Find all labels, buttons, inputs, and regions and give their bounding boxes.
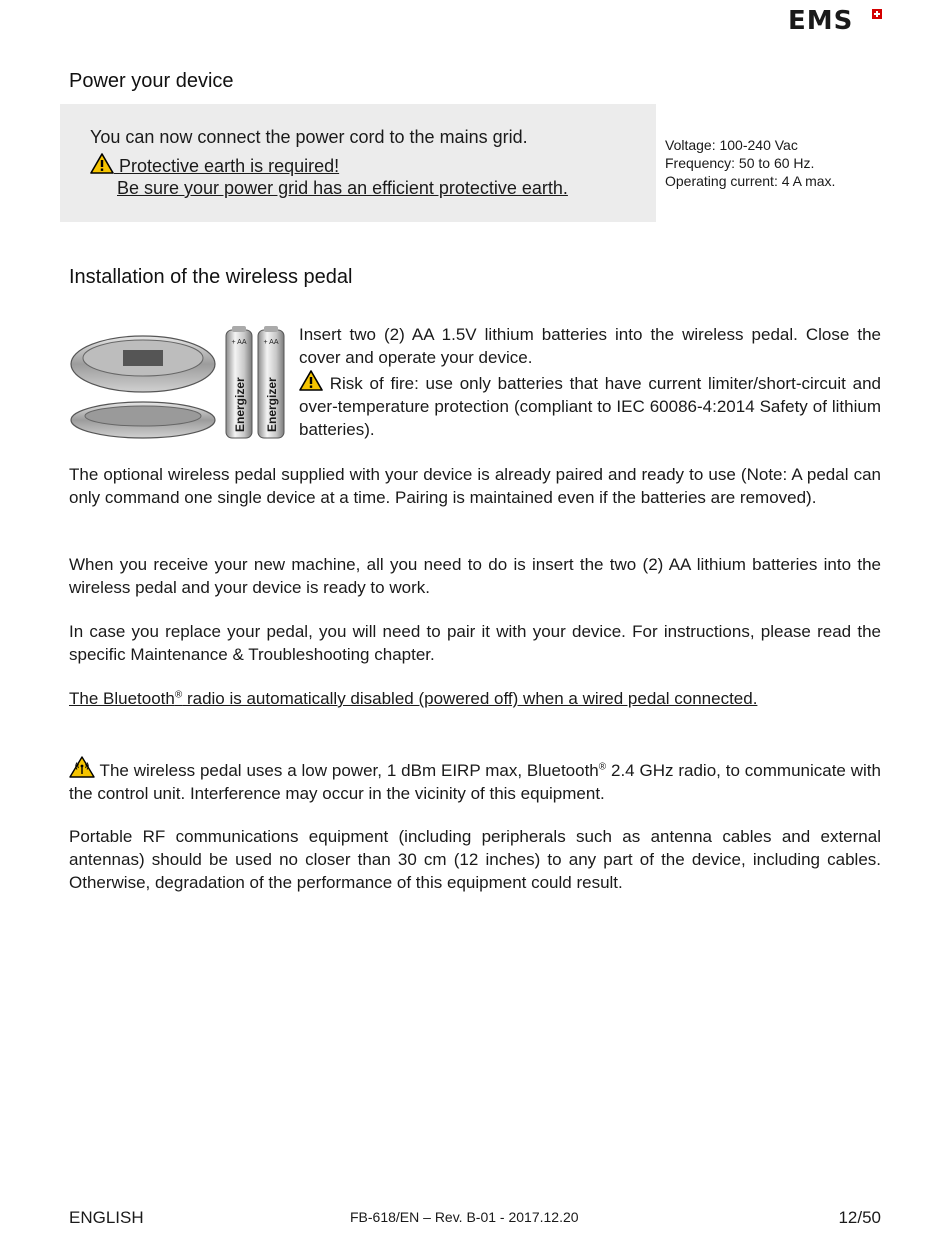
replace-pedal-paragraph: In case you replace your pedal, you will need to pair it with your device. For instructions, please read the specific Maintenance & Troubleshooting chapter. <box>69 622 881 664</box>
footer-language: ENGLISH <box>69 1208 144 1227</box>
battery-left <box>226 326 252 438</box>
spec-frequency: Frequency: 50 to 60 Hz. <box>665 155 815 171</box>
warning-icon <box>299 370 323 391</box>
fire-risk-text: Risk of fire: use only batteries that have current limiter/short-circuit and over-temperature protection (compliant to IEC 60086-4:2014 Safety of lithium batteries). <box>299 374 881 439</box>
install-instruction: Insert two (2) AA 1.5V lithium batteries into the wireless pedal. Close the cover and operate your device. <box>299 325 881 367</box>
radio-warning-icon <box>69 756 95 778</box>
rf-equipment-paragraph: Portable RF communications equipment (including peripherals such as antenna cables and external antennas) should be used no closer than 30 cm (12 inches) to any part of the device, including cables. Otherwise, degradation of the performance of this equipment could result. <box>69 827 881 892</box>
bluetooth-disable-note: The Bluetooth® radio is automatically disabled (powered off) when a wired pedal connected. <box>69 689 758 708</box>
svg-text:+ AA: + AA <box>231 339 247 346</box>
section-heading-install: Installation of the wireless pedal <box>69 266 353 288</box>
protective-earth-warning <box>90 153 339 177</box>
footer-doc-ref: FB-618/EN – Rev. B-01 - 2017.12.20 <box>350 1209 579 1225</box>
power-note-box <box>60 104 656 222</box>
pairing-paragraph: The optional wireless pedal supplied with your device is already paired and ready to use (Note: A pedal can only command one single device at a time. Pairing is maintained even if the batteries are removed). <box>69 465 881 507</box>
svg-text:+ AA: + AA <box>263 339 279 346</box>
battery-right <box>258 326 284 438</box>
logo-text: EMS <box>788 6 854 36</box>
protective-earth-note: Be sure your power grid has an efficient protective earth. <box>117 178 568 198</box>
power-specs <box>665 136 835 190</box>
pedal-batteries-image <box>68 322 290 442</box>
radio-warning-paragraph: The wireless pedal uses a low power, 1 dBm EIRP max, Bluetooth® 2.4 GHz radio, to communicate with the control unit. Interference may occur in the vicinity of this equipment. <box>69 756 881 805</box>
svg-text:Energizer: Energizer <box>233 377 247 432</box>
svg-text:Energizer: Energizer <box>265 377 279 432</box>
new-machine-paragraph: When you receive your new machine, all you need to do is insert the two (2) AA lithium batteries into the wireless pedal and your device is ready to work. <box>69 555 881 597</box>
warning-icon <box>90 153 114 174</box>
ems-logo <box>788 6 853 36</box>
spec-current: Operating current: 4 A max. <box>665 173 836 189</box>
swiss-flag-icon <box>872 9 882 19</box>
power-note-line: You can now connect the power cord to the mains grid. <box>90 127 528 147</box>
section-heading-power: Power your device <box>69 70 234 92</box>
warning-text: Protective earth is required! <box>119 156 340 176</box>
fire-risk-warning <box>299 370 881 441</box>
footer-page-number: 12/50 <box>838 1208 881 1227</box>
spec-voltage: Voltage: 100-240 Vac <box>665 137 798 153</box>
